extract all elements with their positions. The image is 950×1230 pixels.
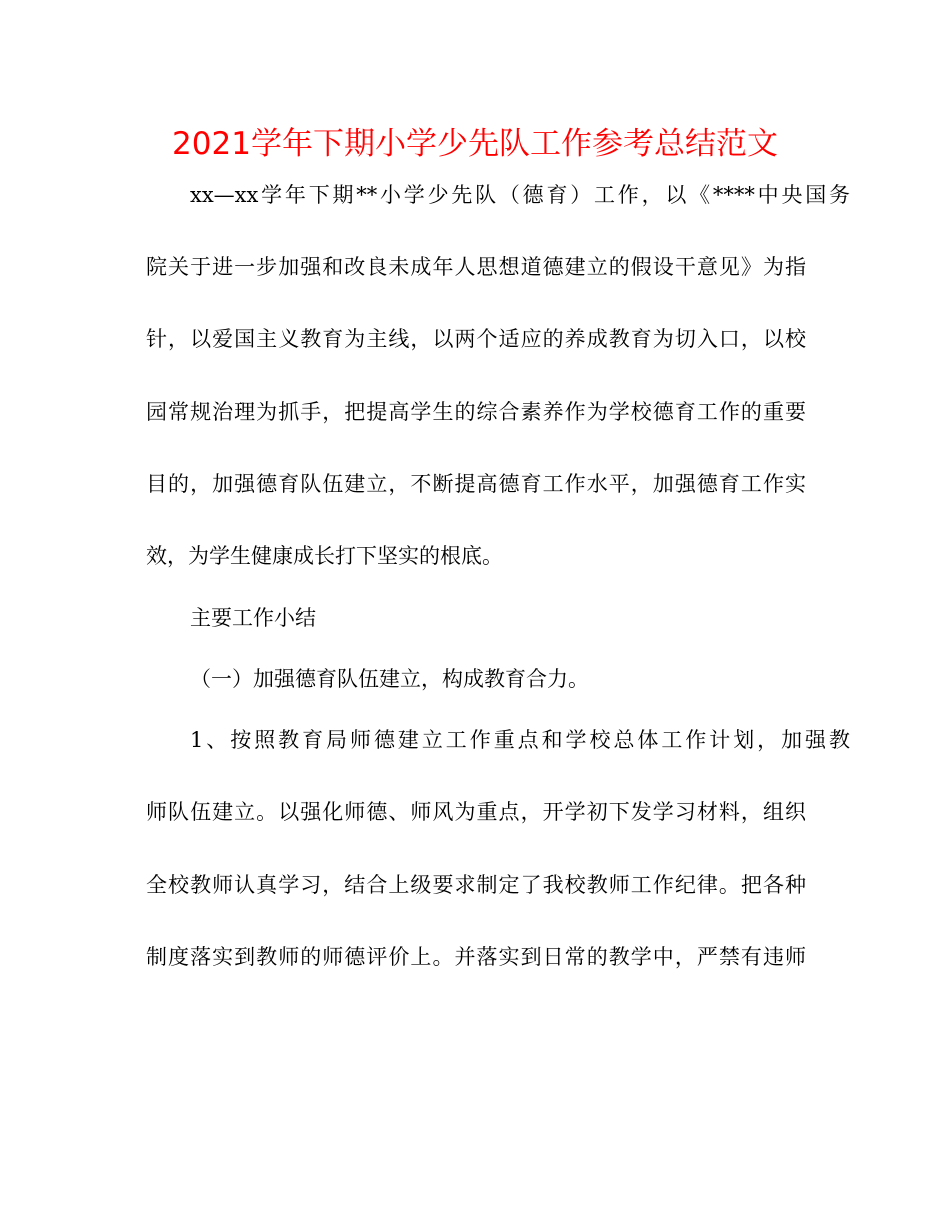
paragraph-4-line-3: 全校教师认真学习，结合上级要求制定了我校教师工作纪律。把各种 bbox=[146, 873, 806, 897]
subsection-heading: （一）加强德育队伍建立，构成教育合力。 bbox=[190, 667, 589, 691]
document-title: 2021学年下期小学少先队工作参考总结范文 bbox=[172, 126, 778, 162]
paragraph-4-line-4: 制度落实到教师的师德评价上。并落实到日常的教学中，严禁有违师 bbox=[146, 945, 806, 969]
paragraph-1-line-1: xx—xx学年下期**小学少先队（德育）工作，以《****中央国务 bbox=[190, 183, 850, 207]
paragraph-1-line-2: 院关于进一步加强和改良未成年人思想道德建立的假设干意见》为指 bbox=[146, 255, 806, 279]
section-heading: 主要工作小结 bbox=[190, 606, 316, 630]
paragraph-1-line-4: 园常规治理为抓手，把提高学生的综合素养作为学校德育工作的重要 bbox=[146, 400, 806, 424]
paragraph-4-line-2: 师队伍建立。以强化师德、师风为重点，开学初下发学习材料，组织 bbox=[146, 800, 806, 824]
paragraph-1-line-6: 效，为学生健康成长打下坚实的根底。 bbox=[146, 544, 503, 568]
paragraph-1-line-5: 目的，加强德育队伍建立，不断提高德育工作水平，加强德育工作实 bbox=[146, 472, 806, 496]
paragraph-4-line-1: 1、按照教育局师德建立工作重点和学校总体工作计划，加强教 bbox=[190, 728, 850, 752]
paragraph-1-line-3: 针，以爱国主义教育为主线，以两个适应的养成教育为切入口，以校 bbox=[146, 327, 806, 351]
